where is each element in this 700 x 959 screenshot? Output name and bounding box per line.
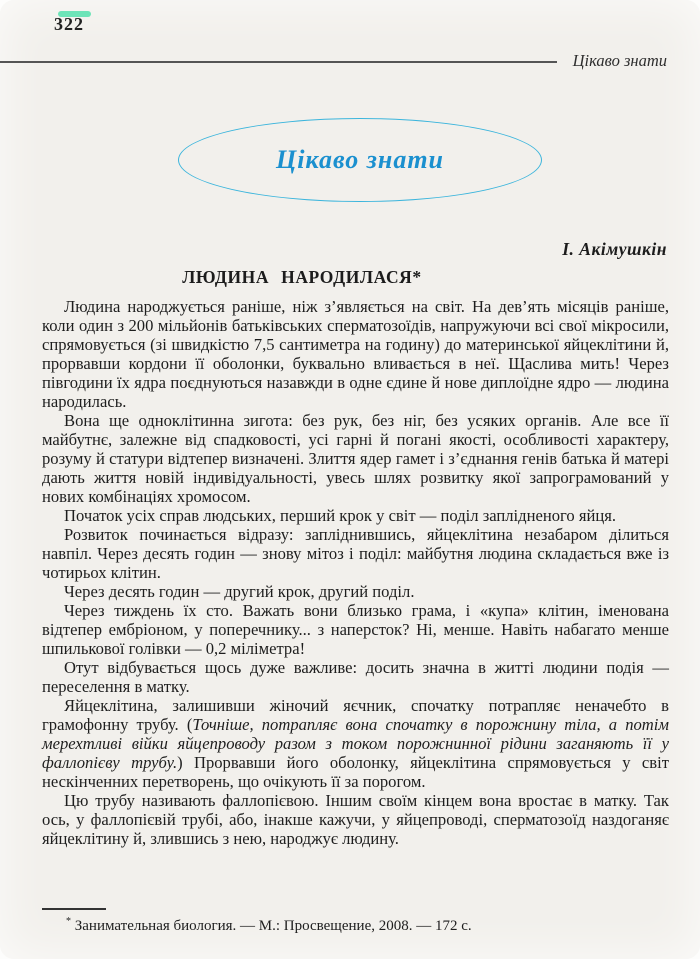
footnote-marker: *: [66, 916, 71, 927]
interest-badge-ellipse: [178, 118, 542, 202]
paragraph-segment: Яйцеклітина, залишивши жіночий яєчник, спочатку потрапляє неначебто в грамофонну трубу. (: [42, 696, 669, 734]
paragraph: Цю трубу називають фаллопієвою. Іншим своїм кінцем вона вростає в матку. Так ось, у фаллопієвій трубі, або, інакше кажучи, у яйцепроводі, сперматозоїд наздоганяє яйцеклітину й, злившись з нею, народжує людину.: [42, 791, 669, 848]
paragraph-segment-italic: Точніше, потрапляє вона спочатку в порожнину тіла, а потім мерехтливі війки яйцепроводу разом з током порожнинної рідини заганяють її у фаллопієву трубу.: [42, 715, 669, 772]
paragraph: Людина народжується раніше, ніж з’являється на світ. На дев’ять місяців раніше, коли один з 200 мільйонів батьківських сперматозоїдів, напружуючи всі свої мікросили, спрямовується (зі швидкістю 7,5 сантиметра на годину) до материнської яйцеклітини й, прорвавши кордони її оболонки, буквально вливається в неї. Щаслива мить! Через півгодини їх ядра поєднуються назавжди в одне єдине й нове диплоїдне ядро — людина народилась.: [42, 297, 669, 411]
paragraph: Отут відбувається щось дуже важливе: досить значна в житті людини подія — переселення в матку.: [42, 658, 669, 696]
footnote: [42, 916, 669, 935]
article-body: [42, 297, 669, 848]
header-rule: [0, 61, 557, 63]
paragraph: [42, 696, 669, 791]
paragraph: Початок усіх справ людських, перший крок у світ — поділ заплідненого яйця.: [64, 506, 617, 525]
paragraph: Через десять годин — другий крок, другий поділ.: [64, 582, 415, 601]
paragraph-segment: ) Прорвавши його оболонку, яйцеклітина спрямовується у світ нескінченних перетворень, що очікують її за порогом.: [42, 753, 669, 791]
badge-label: Цікаво знати: [275, 145, 444, 174]
article-title: ЛЮДИНА НАРОДИЛАСЯ*: [182, 267, 422, 287]
running-head: Цікаво знати: [572, 51, 667, 70]
paragraph: Вона ще одноклітинна зигота: без рук, без ніг, без усяких органів. Але все її майбутнє, залежне від спадковості, усі гарні й погані якості, особливості характеру, розуму й статури відтепер визначені. Злиття ядер гамет і з’єднання генів батька й матері дають життя новій індивідуальності, увесь шлях розвитку якої запрограмований у нових комбінаціях хромосом.: [42, 411, 669, 506]
page-number: 322: [54, 14, 84, 34]
author-byline: І. Акімушкін: [562, 239, 667, 259]
footnote-text: Занимательная биология. — М.: Просвещение, 2008. — 172 с.: [74, 918, 472, 934]
paragraph: Розвиток починається відразу: запліднившись, яйцеклітина незабаром ділиться навпіл. Через десять годин — знову мітоз і поділ: майбутня людина складається вже із чотирьох клітин.: [42, 525, 669, 582]
paragraph: Через тиждень їх сто. Важать вони близько грама, і «купа» клітин, іменована відтепер ембріоном, у поперечнику... з наперсток? Ні, менше. Навіть набагато менше шпилькової голівки — 0,2 міліметра!: [42, 601, 669, 658]
footnote-rule: [42, 908, 106, 910]
